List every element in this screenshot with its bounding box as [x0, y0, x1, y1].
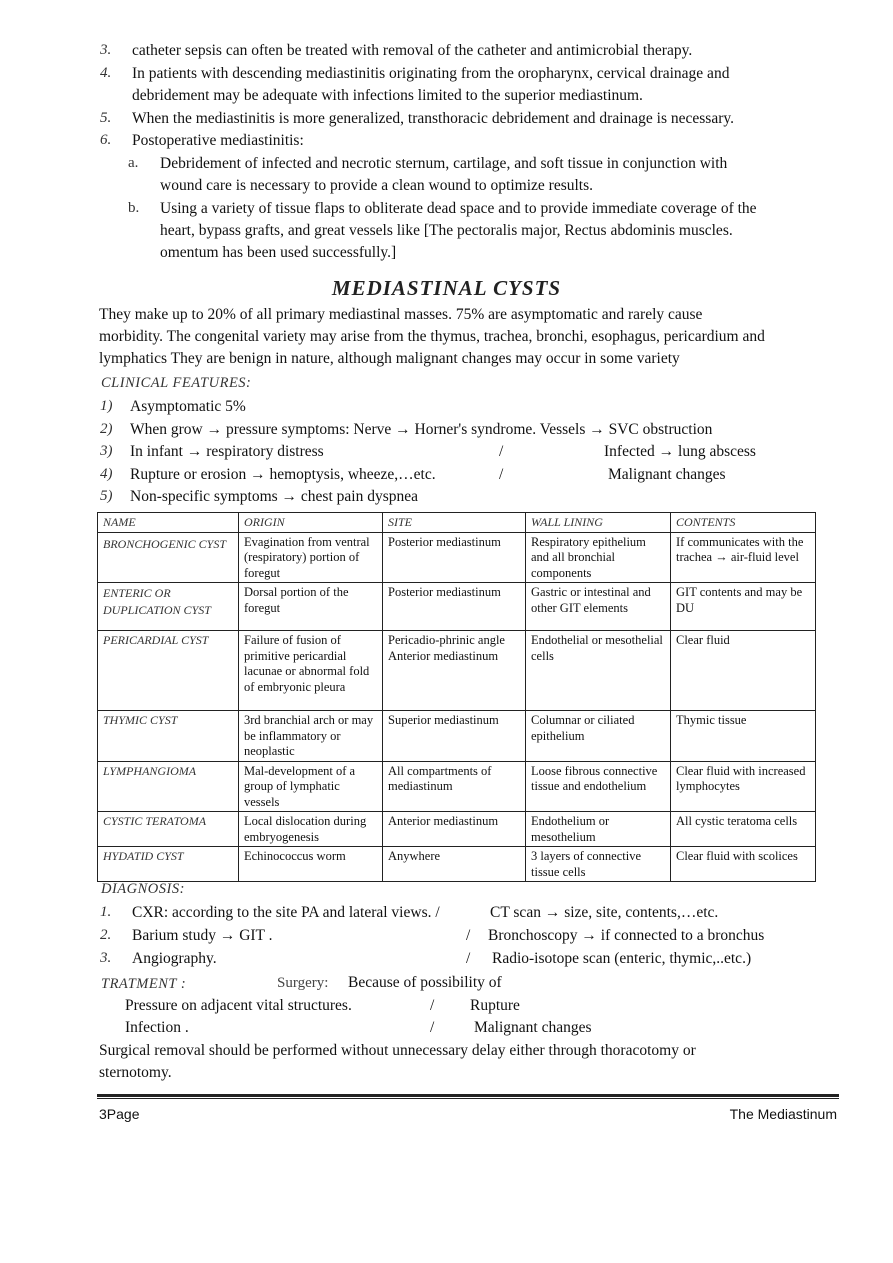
column-header-origin: ORIGIN	[239, 513, 383, 533]
list-item-text: Postoperative mediastinitis:	[132, 132, 304, 149]
table-cell: 3rd branchial arch or may be inflammatory or neoplastic	[239, 711, 383, 762]
clinical-item-right: Malignant changes	[608, 466, 726, 483]
table-cell-name: PERICARDIAL CYST	[98, 631, 239, 711]
table-cell: GIT contents and may be DU	[671, 583, 816, 631]
table-cell: Superior mediastinum	[383, 711, 526, 762]
list-number: 2.	[100, 927, 112, 943]
list-item-text: catheter sepsis can often be treated with removal of the catheter and antimicrobial therapy.	[132, 42, 693, 59]
paragraph-line: Surgical removal should be performed without unnecessary delay either through thoracotomy or	[99, 1042, 696, 1059]
paragraph-line: morbidity. The congenital variety may arise from the thymus, trachea, bronchi, esophagus, pericardium and	[99, 328, 765, 345]
table-cell-name: CYSTIC TERATOMA	[98, 812, 239, 847]
table-cell: Echinococcus worm	[239, 847, 383, 882]
treatment-item: Pressure on adjacent vital structures.	[125, 997, 352, 1014]
sub-list-letter: a.	[128, 155, 139, 171]
table-row	[98, 711, 816, 762]
column-header-site: SITE	[383, 513, 526, 533]
list-number: 5.	[100, 110, 112, 126]
table-cell-name: HYDATID CYST	[98, 847, 239, 882]
diagnosis-item-right: Bronchoscopy → if connected to a bronchus	[488, 927, 765, 944]
treatment-item-right: Rupture	[470, 997, 520, 1014]
table-cell: If communicates with the trachea → air-fluid level	[671, 532, 816, 583]
footer-rule	[97, 1094, 839, 1097]
list-item-text: In patients with descending mediastinitis originating from the oropharynx, cervical drainage and	[132, 65, 730, 82]
sub-list-text: omentum has been used successfully.]	[160, 244, 397, 261]
table-cell: Endothelial or mesothelial cells	[526, 631, 671, 711]
table-cell: Failure of fusion of primitive pericardial lacunae or abnormal fold of embryonic pleura	[239, 631, 383, 711]
table-row	[98, 631, 816, 711]
table-row	[98, 532, 816, 583]
clinical-item: Rupture or erosion → hemoptysis, wheeze,…etc.	[130, 466, 436, 483]
diagnosis-item-right: CT scan → size, site, contents,…etc.	[490, 904, 719, 921]
table-cell: Anywhere	[383, 847, 526, 882]
treatment-item-right: Malignant changes	[474, 1019, 592, 1036]
clinical-item: Non-specific symptoms → chest pain dyspnea	[130, 488, 418, 505]
treatment-item: Infection .	[125, 1019, 189, 1036]
table-cell: Anterior mediastinum	[383, 812, 526, 847]
treatment-heading: TRATMENT :	[101, 976, 187, 992]
paragraph-line: They make up to 20% of all primary mediastinal masses. 75% are asymptomatic and rarely cause	[99, 306, 703, 323]
clinical-item-right: Infected → lung abscess	[604, 443, 756, 460]
diagnosis-heading: DIAGNOSIS:	[101, 881, 185, 897]
diagnosis-item: Barium study → GIT .	[132, 927, 273, 944]
cysts-table	[97, 512, 816, 882]
table-cell-name: ENTERIC OR DUPLICATION CYST	[98, 583, 239, 631]
clinical-item: When grow → pressure symptoms: Nerve → Horner's syndrome. Vessels → SVC obstruction	[130, 421, 713, 438]
table-cell: Clear fluid with scolices	[671, 847, 816, 882]
table-cell: Clear fluid	[671, 631, 816, 711]
table-cell: Loose fibrous connective tissue and endothelium	[526, 761, 671, 812]
column-header-wall-lining: WALL LINING	[526, 513, 671, 533]
table-cell: Respiratory epithelium and all bronchial components	[526, 532, 671, 583]
footer-rule-thin	[97, 1098, 839, 1099]
list-number: 3)	[100, 443, 113, 459]
sub-list-text: Using a variety of tissue flaps to obliterate dead space and to provide immediate coverage of the	[160, 200, 757, 217]
diagnosis-item: Angiography.	[132, 950, 217, 967]
paragraph-line: lymphatics They are benign in nature, although malignant changes may occur in some variety	[99, 350, 680, 367]
table-cell: Dorsal portion of the foregut	[239, 583, 383, 631]
sub-list-text: Debridement of infected and necrotic sternum, cartilage, and soft tissue in conjunction with	[160, 155, 728, 172]
list-number: 5)	[100, 488, 113, 504]
table-cell: Local dislocation during embryogenesis	[239, 812, 383, 847]
clinical-item: In infant → respiratory distress	[130, 443, 324, 460]
column-header-name: NAME	[98, 513, 239, 533]
separator: /	[430, 997, 435, 1014]
table-cell: Columnar or ciliated epithelium	[526, 711, 671, 762]
list-number: 3.	[100, 42, 112, 58]
separator: /	[466, 927, 471, 944]
separator: /	[499, 466, 504, 483]
separator: /	[499, 443, 504, 460]
clinical-item: Asymptomatic 5%	[130, 398, 246, 415]
sub-list-letter: b.	[128, 200, 140, 216]
list-number: 1.	[100, 904, 112, 920]
list-number: 6.	[100, 132, 112, 148]
running-title: The Mediastinum	[729, 1106, 837, 1122]
list-item-text: debridement may be adequate with infections limited to the superior mediastinum.	[132, 87, 643, 104]
table-row	[98, 847, 816, 882]
table-row	[98, 583, 816, 631]
section-title: MEDIASTINAL CYSTS	[331, 276, 562, 300]
table-cell-name: BRONCHOGENIC CYST	[98, 532, 239, 583]
page-number: 3Page	[99, 1106, 140, 1122]
table-cell-name: THYMIC CYST	[98, 711, 239, 762]
table-cell: All compartments of mediastinum	[383, 761, 526, 812]
table-cell: All cystic teratoma cells	[671, 812, 816, 847]
separator: /	[466, 950, 471, 967]
table-row	[98, 761, 816, 812]
table-cell: Endothelium or mesothelium	[526, 812, 671, 847]
paragraph-line: sternotomy.	[99, 1064, 172, 1081]
diagnosis-item: CXR: according to the site PA and lateral views. /	[132, 904, 440, 921]
list-number: 4.	[100, 65, 112, 81]
separator: /	[430, 1019, 435, 1036]
table-header-row	[98, 513, 816, 533]
table-cell: Thymic tissue	[671, 711, 816, 762]
table-cell: Posterior mediastinum	[383, 583, 526, 631]
table-cell: Gastric or intestinal and other GIT elements	[526, 583, 671, 631]
sub-list-text: wound care is necessary to provide a clean wound to optimize results.	[160, 177, 594, 194]
table-row	[98, 812, 816, 847]
clinical-features-heading: CLINICAL FEATURES:	[101, 375, 252, 391]
list-number: 3.	[100, 950, 112, 966]
sub-list-text: heart, bypass grafts, and great vessels like [The pectoralis major, Rectus abdominis muscles.	[160, 222, 733, 239]
surgery-text: Because of possibility of	[348, 974, 502, 991]
surgery-label: Surgery:	[277, 975, 329, 991]
list-number: 1)	[100, 398, 113, 414]
diagnosis-item-right: Radio-isotope scan (enteric, thymic,..etc.)	[492, 950, 752, 967]
list-number: 4)	[100, 466, 113, 482]
table-cell: Evagination from ventral (respiratory) portion of foregut	[239, 532, 383, 583]
list-item-text: When the mediastinitis is more generalized, transthoracic debridement and drainage is necessary.	[132, 110, 734, 127]
table-cell: Mal-development of a group of lymphatic vessels	[239, 761, 383, 812]
table-cell: Clear fluid with increased lymphocytes	[671, 761, 816, 812]
table-cell: Posterior mediastinum	[383, 532, 526, 583]
table-cell-name: LYMPHANGIOMA	[98, 761, 239, 812]
table-cell: 3 layers of connective tissue cells	[526, 847, 671, 882]
table-cell: Pericadio-phrinic angle Anterior mediastinum	[383, 631, 526, 711]
column-header-contents: CONTENTS	[671, 513, 816, 533]
list-number: 2)	[100, 421, 113, 437]
